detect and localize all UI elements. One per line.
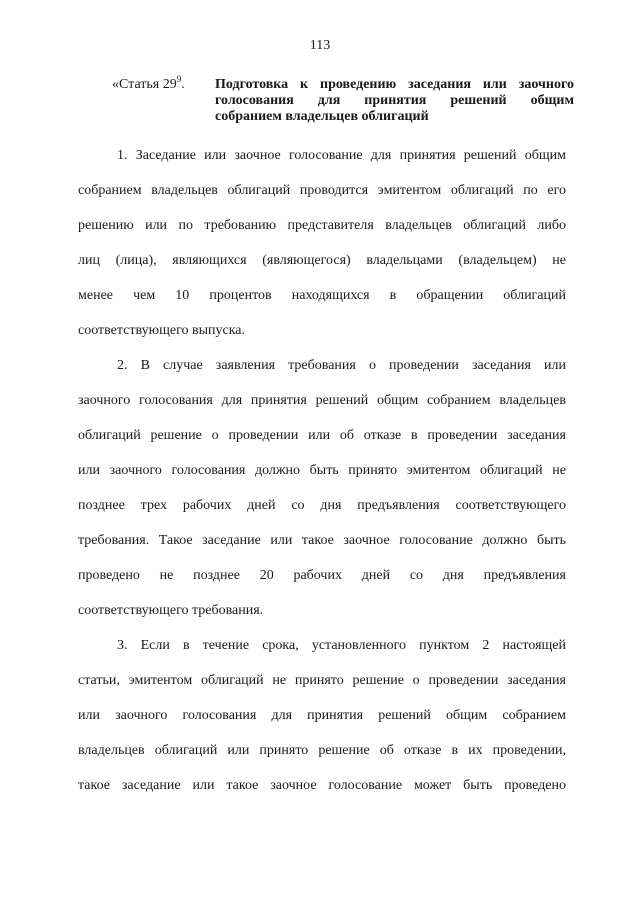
paragraph-3-line: 3. Если в течение срока, установленного пунктом 2 настоящей <box>117 638 566 653</box>
article-label-text: «Статья 29 <box>112 77 177 92</box>
article-title-line: голосования для принятия решений общим <box>215 93 574 108</box>
paragraph-2-line: проведено не позднее 20 рабочих дней со дня предъявления <box>78 568 566 583</box>
paragraph-3-line: такое заседание или такое заочное голосование может быть проведено <box>78 778 566 793</box>
paragraph-2-line: заочного голосования для принятия решений общим собранием владельцев <box>78 393 566 408</box>
article-label <box>112 74 212 125</box>
article-title-line: собранием владельцев облигаций <box>215 109 429 124</box>
paragraph-2-line: соответствующего требования. <box>78 603 264 618</box>
paragraph-2-line: 2. В случае заявления требования о проведении заседания или <box>117 358 566 373</box>
article-number-superscript: 9 <box>176 74 182 84</box>
paragraph-3-line: или заочного голосования для принятия решений общим собранием <box>78 708 566 723</box>
paragraph-1-line: собранием владельцев облигаций проводится эмитентом облигаций по его <box>78 183 566 198</box>
paragraph-2-line: или заочного голосования должно быть принято эмитентом облигаций не <box>78 463 566 478</box>
paragraph-2-line: требования. Такое заседание или такое заочное голосование должно быть <box>78 533 566 548</box>
paragraph-1-line: менее чем 10 процентов находящихся в обращении облигаций <box>78 288 566 303</box>
paragraph-1-line: лиц (лица), являющихся (являющегося) владельцами (владельцем) не <box>78 253 566 268</box>
paragraph-3-line: владельцев облигаций или принято решение об отказе в их проведении, <box>78 743 566 758</box>
paragraph-1-line: решению или по требованию представителя владельцев облигаций либо <box>78 218 566 233</box>
article-heading <box>112 74 574 125</box>
article-title <box>215 77 574 125</box>
paragraph-3-line: статьи, эмитентом облигаций не принято решение о проведении заседания <box>78 673 566 688</box>
paragraph-1-line: соответствующего выпуска. <box>78 323 246 338</box>
paragraph-1-line: 1. Заседание или заочное голосование для принятия решений общим <box>117 148 566 163</box>
paragraph-2-line: позднее трех рабочих дней со дня предъявления соответствующего <box>78 498 566 513</box>
article-title-line: Подготовка к проведению заседания или заочного <box>215 77 574 92</box>
paragraph-2-line: облигаций решение о проведении или об отказе в проведении заседания <box>78 428 566 443</box>
article-label-suffix: . <box>181 77 185 92</box>
page-number: 113 <box>309 38 331 53</box>
